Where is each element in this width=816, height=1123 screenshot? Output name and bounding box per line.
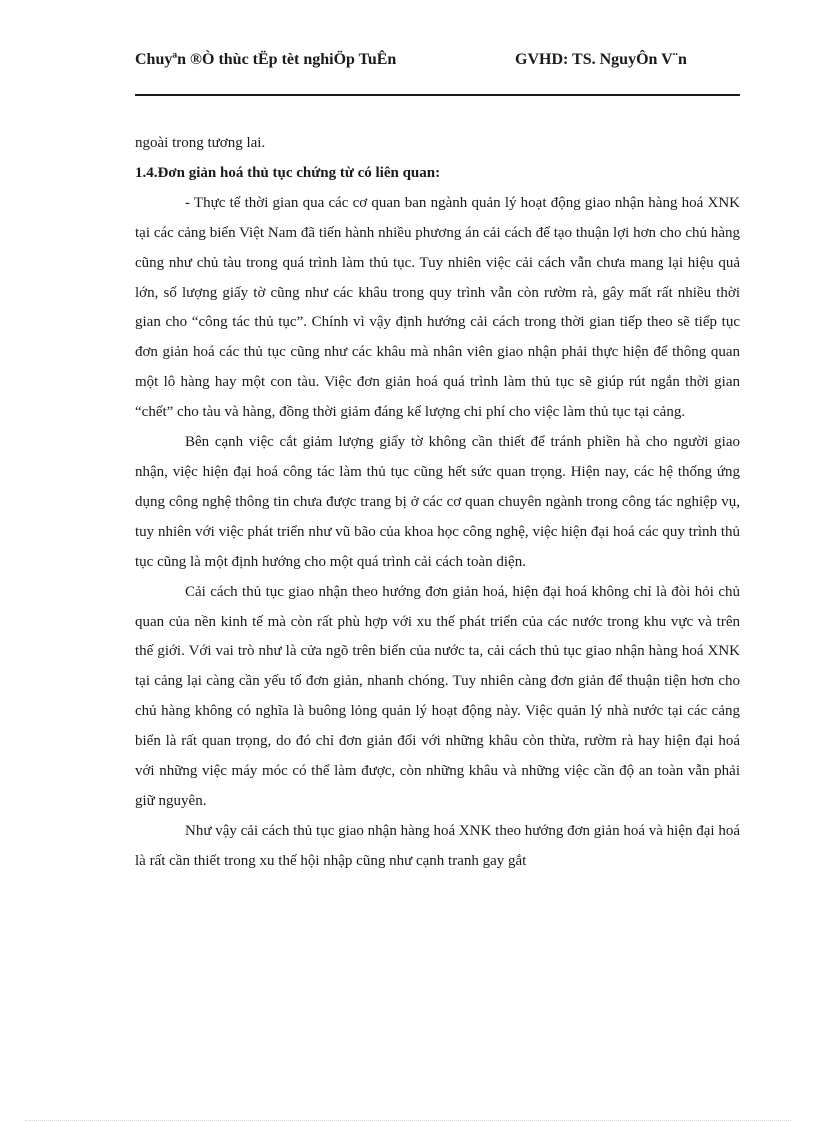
continuation-text: ngoài trong tương lai.	[135, 135, 266, 151]
page-header	[135, 50, 740, 96]
paragraph-2: Bên cạnh việc cắt giảm lượng giấy tờ không cần thiết để tránh phiền hà cho người giao nhận, việc hiện đại hoá công tác làm thủ tục cũng hết sức quan trọng. Hiện nay, các hệ thống ứng dụng công nghệ thông tin chưa được trang bị ở các cơ quan chuyên ngành trong công tác nghiệp vụ, tuy nhiên với việc phát triển như vũ bão của khoa học công nghệ, việc hiện đại hoá các quy trình thủ tục cũng là một định hướng cho một quá trình cải cách toàn diện.	[135, 434, 740, 570]
paragraph-3: Cải cách thủ tục giao nhận theo hướng đơn giản hoá, hiện đại hoá không chỉ là đòi hỏi chủ quan của nền kinh tế mà còn rất phù hợp với xu thế phát triển của các nước trong khu vực và trên thế giới. Với vai trò như là cửa ngõ trên biển của nước ta, cải cách thủ tục giao nhận hàng hoá XNK tại cảng lại càng cần yếu tố đơn giản, nhanh chóng. Tuy nhiên càng đơn giản để thuận tiện hơn cho chủ hàng không có nghĩa là buông lỏng quản lý hoạt động này. Việc quản lý nhà nước tại các cảng biển là rất quan trọng, do đó chỉ đơn giản đối với những khâu còn thừa, rườm rà hay hiện đại hoá với những việc máy móc có thể làm được, còn những khâu và những việc cần độ an toàn vẫn phải giữ nguyên.	[135, 583, 740, 809]
footer-divider	[25, 1120, 791, 1121]
section-heading: 1.4.Đơn giản hoá thủ tục chứng từ có liên quan:	[135, 164, 441, 181]
document-body	[135, 129, 740, 877]
paragraph-4: Như vậy cải cách thủ tục giao nhận hàng hoá XNK theo hướng đơn giản hoá và hiện đại hoá là rất cần thiết trong xu thế hội nhập cũng như cạnh tranh gay gắt	[135, 822, 740, 869]
paragraph-1: - Thực tế thời gian qua các cơ quan ban ngành quản lý hoạt động giao nhận hàng hoá XNK tại các cảng biển Việt Nam đã tiến hành nhiều phương án cải cách để tạo thuận lợi hơn cho chủ hàng cũng như chủ tàu trong quá trình làm thủ tục. Tuy nhiên việc cải cách vẫn chưa mang lại hiệu quả lớn, số lượng giấy tờ cũng như các khâu trong quy trình vẫn còn rườm rà, gây mất rất nhiều thời gian cho “công tác thủ tục”. Chính vì vậy định hướng cải cách trong thời gian tiếp theo sẽ tiếp tục đơn giản hoá các thủ tục cũng như các khâu mà nhân viên giao nhận phải thực hiện để thông quan một lô hàng hay một con tàu. Việc đơn giản hoá quá trình làm thủ tục sẽ giúp rút ngắn thời gian “chết” cho tàu và hàng, đồng thời giảm đáng kể lượng chi phí cho việc làm thủ tục tại cảng.	[135, 194, 740, 421]
header-supervisor: GVHD: TS. NguyÔn V¨n	[515, 51, 687, 68]
header-document-title: Chuyªn ®Ò thùc tËp tèt nghiÖp TuÊn	[135, 51, 397, 68]
